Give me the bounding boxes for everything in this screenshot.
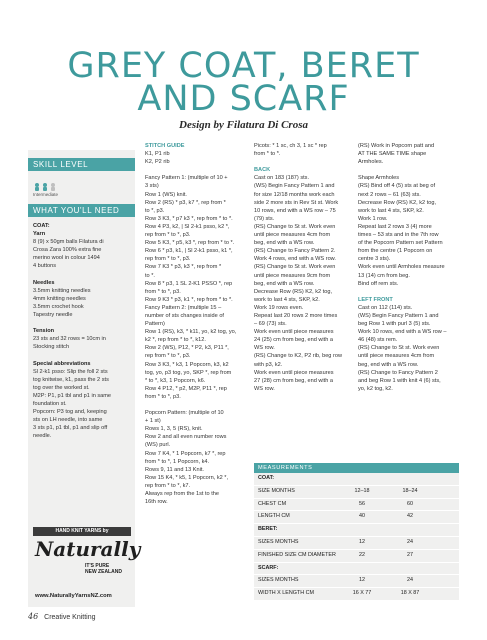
pattern-line: K1, P1 rib bbox=[145, 151, 170, 158]
pattern-line: times – 53 sts and in the 7th row bbox=[358, 232, 439, 239]
pattern-line: Row 3 K3, * p7 k3 *, rep from * to *. bbox=[145, 215, 233, 222]
pattern-line: Row 4 P12, * p2, M2P, P11 *, rep bbox=[145, 385, 227, 392]
pattern-line: 46 (48) sts rem. bbox=[358, 337, 398, 344]
pattern-line: Pattern) bbox=[145, 321, 165, 328]
pattern-line: from * to *. bbox=[254, 151, 281, 158]
pattern-line: next 2 rows – 61 (63) sts. bbox=[358, 191, 421, 198]
pattern-line: Row 7 K4, * 1 Popcorn, k7 *, rep bbox=[145, 450, 226, 457]
what-you-need-heading: WHAT YOU'LL NEED bbox=[28, 204, 135, 217]
pattern-line: Bind off rem sts. bbox=[358, 280, 399, 287]
tension-heading: Tension bbox=[33, 328, 55, 335]
yarn-line: 8 (9) x 50gm balls Filatura di bbox=[33, 239, 104, 246]
brand-wordmark: Naturally bbox=[35, 537, 141, 561]
needles-line: 3.5mm knitting needles bbox=[33, 287, 91, 294]
designer-byline: Design by Filatura Di Crosa bbox=[179, 119, 308, 131]
pattern-line: number of sts changes inside of bbox=[145, 312, 224, 319]
tension-line: 23 sts and 32 rows = 10cm in bbox=[33, 336, 106, 343]
pattern-line: (79) sts. bbox=[254, 215, 275, 222]
pattern-line: 27 (28) cm from beg, end with a bbox=[254, 377, 333, 384]
pattern-line: Armholes. bbox=[358, 159, 384, 166]
pattern-line: (RS) Bind off 4 (5) sts at beg of bbox=[358, 183, 436, 190]
pattern-line: Work even until piece measures bbox=[254, 329, 334, 336]
needles-line: 3.5mm crochet hook bbox=[33, 303, 84, 310]
needles-line: Tapestry needle bbox=[33, 312, 73, 319]
pattern-line: Row 6 * p3, k1, | Sl 2-k1 psso, k1 *, bbox=[145, 248, 233, 255]
pattern-line: Row 1 (RS), k3, * k11, yo, k2 tog, yo, bbox=[145, 329, 237, 336]
pattern-line: Repeat last 2 rows 3 (4) more bbox=[358, 223, 432, 230]
skill-level-icon bbox=[33, 182, 93, 192]
table-row bbox=[254, 499, 459, 512]
pattern-line: (RS) Change to Fancy Pattern 2. bbox=[254, 248, 336, 255]
pattern-line: Rows 9, 11 and 13 Knit. bbox=[145, 466, 204, 473]
pattern-line: until piece measures 9cm from bbox=[254, 272, 331, 279]
pattern-line: Picots: * 1 sc, ch 3, 1 sc * rep bbox=[254, 143, 327, 149]
table-cell: LENGTH CM bbox=[258, 513, 290, 520]
pattern-line: Decrease Row (RS) K2, k2 tog, bbox=[254, 288, 333, 295]
pattern-line: 3 sts) bbox=[145, 183, 159, 190]
pattern-line: (WS) Begin Fancy Pattern 1 and bbox=[358, 312, 439, 319]
pattern-line: Row 2 (RS) * p3, k7 *, rep from * bbox=[145, 199, 226, 206]
table-row bbox=[254, 550, 459, 563]
table-row bbox=[254, 537, 459, 550]
pattern-line: Popcorn Pattern: (multiple of 10 bbox=[145, 410, 224, 417]
pattern-line: beg Row 1 with purl 3 (5) sts. bbox=[358, 321, 431, 328]
column-stitch-guide bbox=[145, 142, 250, 506]
abbreviation-line: sts on LH needle, into same bbox=[33, 417, 103, 424]
pattern-line: Cast on 112 (114) sts. bbox=[358, 304, 413, 311]
pattern-line: (RS) Work in Popcorn patt and bbox=[358, 143, 435, 149]
table-cell: 12–18 bbox=[354, 487, 370, 494]
table-row bbox=[254, 575, 459, 588]
pattern-line: + 1 st) bbox=[145, 418, 161, 425]
table-cell: SCARF: bbox=[258, 564, 279, 571]
abbreviation-line: Sl 2-k1 psso: Slip the foll 2 sts bbox=[33, 368, 108, 375]
table-cell: BERET: bbox=[258, 526, 278, 533]
abbreviations-heading: Special abbreviations bbox=[33, 360, 91, 367]
pattern-line: (WS) purl. bbox=[145, 442, 171, 449]
yarn-line: 4 buttons bbox=[33, 263, 57, 270]
skill-level-heading: SKILL LEVEL bbox=[28, 158, 135, 171]
pattern-line: (RS) Change to St st. Work even bbox=[254, 223, 336, 230]
pattern-line: and beg Row 1 with knit 4 (6) sts, bbox=[358, 377, 441, 384]
pattern-line: 24 (25) cm from beg, end with a bbox=[254, 337, 333, 344]
table-cell: 42 bbox=[407, 513, 413, 520]
pattern-line: work to last 4 sts, SKP, k2. bbox=[254, 296, 320, 303]
pattern-line: Row 1 (WS) knit. bbox=[145, 191, 187, 198]
pattern-line: rep from * to *, p3. bbox=[145, 232, 191, 239]
abbreviation-line: needle. bbox=[33, 433, 52, 440]
abbreviation-line: tog over the worked st. bbox=[33, 384, 90, 391]
brand-subline-1: IT'S PURE bbox=[85, 563, 110, 569]
yarn-line: Crosa Zara 100% extra fine bbox=[33, 247, 102, 254]
pattern-line: (WS) Begin Fancy Pattern 1 and bbox=[254, 183, 335, 190]
abbreviation-line: 3 sts p1, p1 tbl, p1 and slip off bbox=[33, 425, 108, 432]
needles-line: 4mm knitting needles bbox=[33, 295, 86, 302]
pattern-line: Work 10 rows, end with a WS row – bbox=[358, 329, 447, 336]
pattern-line: 16th row. bbox=[145, 499, 168, 506]
table-row bbox=[254, 524, 459, 537]
table-cell: 56 bbox=[359, 500, 365, 507]
pattern-line: Work even until piece measures bbox=[254, 369, 334, 376]
tension-line: Stocking stitch bbox=[33, 344, 70, 351]
table-cell: 40 bbox=[359, 513, 365, 520]
pattern-line: WS row. bbox=[254, 345, 275, 352]
pattern-line: (RS) Change to St st. Work even bbox=[254, 264, 336, 271]
table-cell: 27 bbox=[407, 551, 413, 558]
pattern-line: Fancy Pattern 2: (multiple 15 – bbox=[145, 304, 222, 311]
measurements-table bbox=[254, 463, 459, 601]
magazine-name: Creative Knitting bbox=[44, 614, 96, 621]
table-row bbox=[254, 473, 459, 486]
pattern-line: 10 rows, end with a WS row – 75 bbox=[254, 207, 336, 214]
stitch-guide-heading: STITCH GUIDE bbox=[145, 143, 185, 149]
pattern-title-line1: GREY COAT, BERET bbox=[67, 46, 420, 86]
pattern-line: Row 4 P3, k2, | Sl 2-k1 psso, k2 *, bbox=[145, 223, 230, 230]
pattern-line: from * to *, p3. bbox=[145, 288, 181, 295]
pattern-line: from the centre (1 Popcorn on bbox=[358, 248, 433, 255]
table-row bbox=[254, 511, 459, 524]
brand-subline bbox=[85, 563, 131, 575]
table-cell: 12 bbox=[359, 577, 365, 584]
pattern-line: from * to *, p3. bbox=[145, 393, 181, 400]
pattern-line: from * to *, 1 Popcorn, k4. bbox=[145, 458, 210, 465]
pattern-line: K2, P2 rib bbox=[145, 159, 170, 166]
brand-tagline: HAND KNIT YARNS by bbox=[33, 527, 131, 536]
pattern-line: Row 7 K3 * p3, k3 *, rep from * bbox=[145, 264, 222, 271]
pattern-line: of the Popcorn Pattern set Pattern bbox=[358, 240, 443, 247]
pattern-line: (RS) Change to Fancy Pattern 2 bbox=[358, 369, 438, 376]
table-cell: FINISHED SIZE CM DIAMETER bbox=[258, 551, 336, 558]
pattern-line: Row 9 K3 * p3, k1 *, rep from * to *. bbox=[145, 296, 233, 303]
table-cell: 22 bbox=[359, 551, 365, 558]
table-cell: SIZES MONTHS bbox=[258, 577, 299, 584]
pattern-line: Fancy Pattern 1: (multiple of 10 + bbox=[145, 175, 228, 182]
page-footer bbox=[28, 612, 96, 621]
pattern-line: Rows 1, 3, 5 (RS), knit. bbox=[145, 426, 203, 433]
pattern-line: tog, yo, p3 tog, yo, SKP *, rep from bbox=[145, 369, 232, 376]
page-number: 46 bbox=[28, 612, 39, 621]
pattern-line: Row 2 (WS), P12, * P2, k3, P11 *, bbox=[145, 345, 229, 352]
brand-subline-2: NEW ZEALAND bbox=[85, 569, 122, 575]
table-cell: SIZE MONTHS bbox=[258, 487, 295, 494]
pattern-line: Row 2 and all even number rows bbox=[145, 434, 227, 441]
brand-url-link[interactable]: www.NaturallyYarnsNZ.com bbox=[35, 593, 112, 599]
pattern-line: Cast on 183 (187) sts. bbox=[254, 175, 310, 182]
pattern-line: centre 3 sts). bbox=[358, 256, 391, 263]
yarn-line: merino wool in colour 1494 bbox=[33, 255, 100, 262]
yarn-heading: Yarn bbox=[33, 231, 46, 238]
pattern-line: Row 15 K4, * k5, 1 Popcorn, k2 *, bbox=[145, 474, 229, 481]
pattern-line: beg, end with a WS row. bbox=[358, 361, 419, 368]
pattern-line: * to *, k3, 1 Popcorn, k6. bbox=[145, 377, 206, 384]
table-cell: 16 X 77 bbox=[352, 590, 372, 597]
table-cell: CHEST CM bbox=[258, 500, 287, 507]
abbreviation-line: tog knitwise, k1, pass the 2 sts bbox=[33, 376, 109, 383]
table-row bbox=[254, 563, 459, 576]
pattern-line: Always rep from the 1st to the bbox=[145, 491, 219, 498]
table-cell: COAT: bbox=[258, 475, 275, 481]
column-armholes-left-front bbox=[358, 142, 460, 393]
pattern-line: Row 5 K3, * p5, k3 *, rep from * to *. bbox=[145, 240, 235, 247]
table-cell: 60 bbox=[407, 500, 413, 507]
pattern-line: Work 1 row. bbox=[358, 215, 388, 222]
pattern-line: Decrease Row (RS) K2, k2 tog, bbox=[358, 199, 437, 206]
skill-level-label: Intermediate bbox=[33, 192, 59, 197]
pattern-line: rep from * to *, p3. bbox=[145, 353, 191, 360]
pattern-line: to *. bbox=[145, 272, 155, 279]
pattern-line: rep from * to *, p3. bbox=[145, 256, 191, 263]
materials-list bbox=[33, 222, 133, 441]
table-cell: SIZES MONTHS bbox=[258, 538, 299, 545]
pattern-line: AT THE SAME TIME shape bbox=[358, 151, 427, 158]
table-cell: 12 bbox=[359, 538, 365, 545]
shape-armholes-heading: Shape Armholes bbox=[358, 175, 400, 182]
pattern-line: Work 19 rows even. bbox=[254, 304, 304, 311]
pattern-line: Work even until Armholes measure bbox=[358, 264, 445, 271]
pattern-line: Row 3 K3, * k3, 1 Popcorn, k3, k2 bbox=[145, 361, 229, 368]
abbreviation-line: foundation st. bbox=[33, 401, 67, 408]
pattern-title-line2: AND SCARF bbox=[137, 79, 350, 119]
naturally-yarns-logo bbox=[33, 527, 141, 591]
abbreviation-line: Popcorn: P3 tog and, keeping bbox=[33, 409, 107, 416]
table-row bbox=[254, 588, 459, 601]
left-front-heading: LEFT FRONT bbox=[358, 296, 393, 303]
table-row bbox=[254, 486, 459, 499]
back-heading: BACK bbox=[254, 167, 271, 174]
coat-heading: COAT: bbox=[33, 223, 50, 229]
pattern-line: Row 8 * p3, 1 SL 2-K1 PSSO *, rep bbox=[145, 280, 233, 287]
pattern-line: – 69 (73) sts. bbox=[254, 321, 287, 328]
pattern-line: beg, end with a WS row. bbox=[254, 280, 315, 287]
table-cell: WIDTH X LENGTH CM bbox=[258, 590, 315, 597]
pattern-line: for size 12/18 months work each bbox=[254, 191, 335, 198]
pattern-line: (RS) Change to K2, P2 rib, beg row bbox=[254, 353, 342, 360]
pattern-line: Work 4 rows, end with a WS row. bbox=[254, 256, 336, 263]
abbreviation-line: M2P: P1, p1 tbl and p1 in same bbox=[33, 392, 112, 399]
pattern-line: rep from * to *, k7. bbox=[145, 482, 191, 489]
pattern-line: with p3, k2. bbox=[254, 361, 283, 368]
pattern-line: (RS) Change to St st. Work even bbox=[358, 345, 440, 352]
pattern-line: yo, k2 tog, k2. bbox=[358, 385, 393, 392]
table-cell: 18–24 bbox=[402, 487, 418, 494]
table-cell: 18 X 87 bbox=[400, 590, 420, 597]
needles-heading: Needles bbox=[33, 279, 55, 286]
pattern-line: to *, p3. bbox=[145, 207, 165, 214]
measurements-heading: MEASUREMENTS bbox=[254, 463, 459, 473]
pattern-line: until piece measures 4cm from bbox=[358, 353, 435, 360]
pattern-line: until piece measures 4cm from bbox=[254, 232, 331, 239]
pattern-line: work to last 4 sts, SKP, k2. bbox=[358, 207, 424, 214]
table-cell: 24 bbox=[407, 538, 413, 545]
pattern-line: WS row. bbox=[254, 385, 275, 392]
column-back bbox=[254, 142, 354, 393]
pattern-line: 13 (14) cm from beg. bbox=[358, 272, 410, 279]
table-cell: 24 bbox=[407, 577, 413, 584]
pattern-line: Repeat last 20 rows 2 more times bbox=[254, 312, 338, 319]
pattern-line: side 2 more sts in Rev St st. Work bbox=[254, 199, 339, 206]
pattern-line: beg, end with a WS row. bbox=[254, 240, 315, 247]
pattern-line: k2 *, rep from * to *, k12. bbox=[145, 337, 206, 344]
